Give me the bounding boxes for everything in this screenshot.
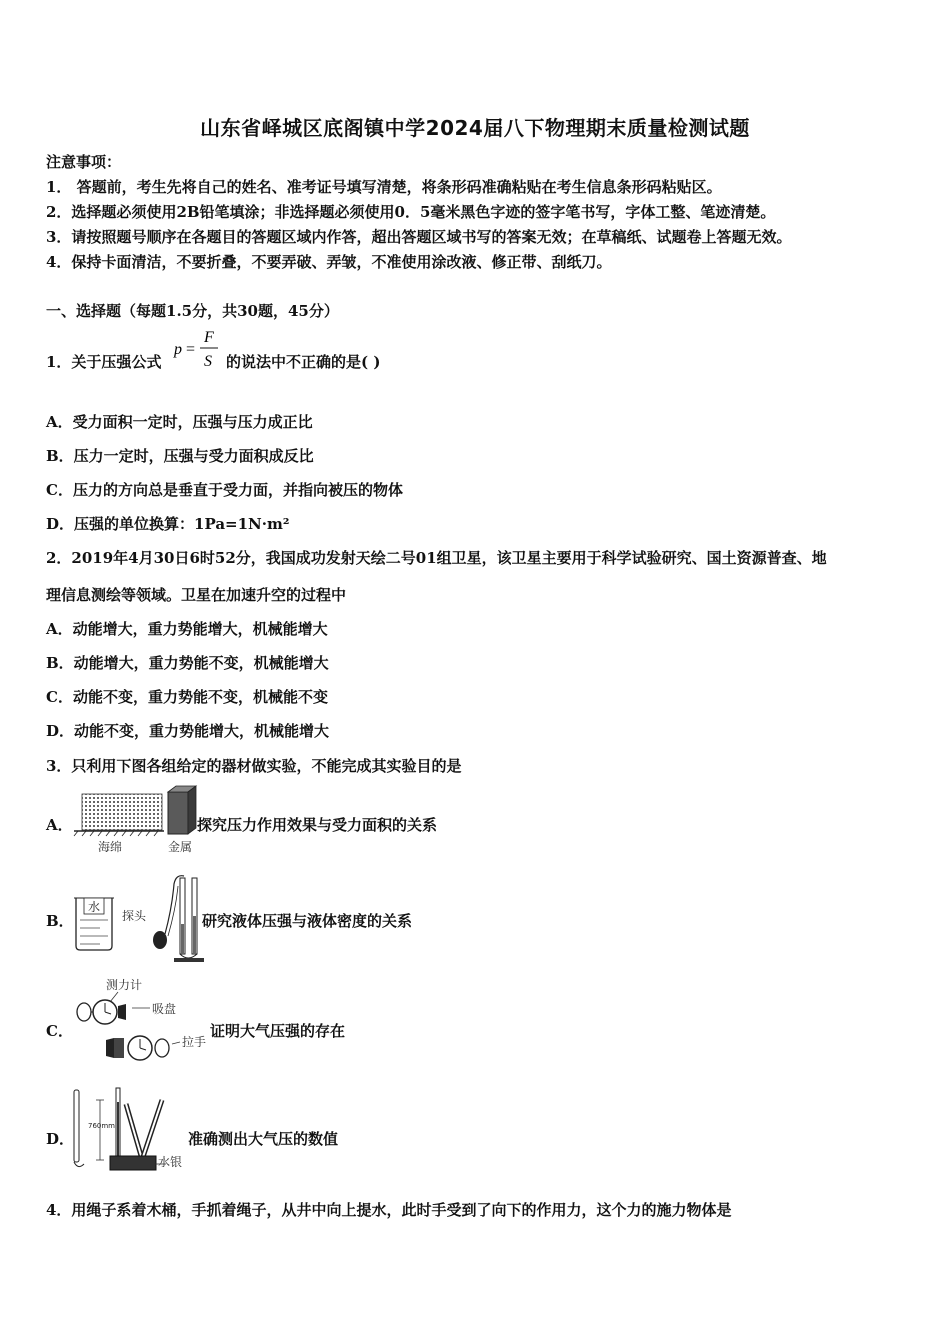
water-label: 水	[88, 900, 101, 914]
notice-item-3: 3．请按照题号顺序在各题目的答题区域内作答，超出答题区域书写的答案无效；在草稿纸、试题卷上答题无效。	[46, 228, 792, 246]
mercury-dish	[110, 1156, 156, 1170]
q3-option-d-caption: 准确测出大气压的数值	[188, 1130, 339, 1148]
probe-label: 探头	[122, 909, 147, 923]
torricelli-figure	[70, 1086, 200, 1174]
q1-option-c: C．压力的方向总是垂直于受力面，并指向被压的物体	[46, 481, 403, 499]
formula-equals: =	[186, 341, 196, 358]
q3-option-c-caption: 证明大气压强的存在	[210, 1022, 346, 1040]
q3-option-a-label: A．	[46, 816, 73, 834]
q1-option-a: A．受力面积一定时，压强与压力成正比	[46, 413, 313, 431]
q3-option-c-label: C．	[46, 1022, 73, 1040]
sponge-block	[82, 794, 162, 830]
beaker-manometer-figure	[70, 868, 205, 964]
notice-heading: 注意事项：	[46, 153, 122, 171]
notice-item-4: 4．保持卡面清洁，不要折叠，不要弄破、弄皱，不准使用涂改液、修正带、刮纸刀。	[46, 253, 612, 271]
tube-left	[74, 1090, 79, 1162]
suction-cup-figure	[72, 976, 217, 1068]
notice-item-2: 2．选择题必须使用2B铅笔填涂；非选择题必须使用0．5毫米黑色字迹的签字笔书写，字体工整、笔迹清楚。	[46, 203, 776, 221]
formula-p: p	[174, 341, 182, 358]
q1-suffix: 的说法中不正确的是( )	[226, 353, 381, 371]
suction-cup-right	[106, 1038, 114, 1058]
dynamometer-label: 测力计	[106, 978, 143, 992]
handle-label: 拉手	[182, 1035, 207, 1049]
q3-option-d-label: D．	[46, 1130, 75, 1148]
q3-stem: 3．只利用下图各组给定的器材做实验，不能完成其实验目的是	[46, 757, 462, 775]
section-heading: 一、选择题（每题1.5分，共30题，45分）	[46, 302, 339, 320]
q3-option-b-label: B．	[46, 912, 74, 930]
q3-option-a-caption: 探究压力作用效果与受力面积的关系	[197, 816, 438, 834]
q1-option-b: B．压力一定时，压强与受力面积成反比	[46, 447, 314, 465]
sponge-label: 海绵	[98, 840, 123, 854]
formula-numerator: F	[204, 329, 214, 346]
q1-option-d: D．压强的单位换算：1Pa=1N·m²	[46, 515, 290, 533]
sponge-metal-figure	[72, 784, 202, 856]
height-label: 760mm	[88, 1122, 115, 1130]
metal-block	[168, 792, 188, 834]
pressure-formula	[172, 326, 224, 372]
q4-stem: 4．用绳子系着木桶，手抓着绳子，从井中向上提水，此时手受到了向下的作用力，这个力的施力物体是	[46, 1201, 732, 1219]
page-title: 山东省峄城区底阁镇中学2024届八下物理期末质量检测试题	[200, 116, 750, 140]
q2-option-b: B．动能增大，重力势能不变，机械能增大	[46, 654, 329, 672]
mercury-label: 水银	[158, 1155, 183, 1169]
q2-stem-line1: 2．2019年4月30日6时52分，我国成功发射天绘二号01组卫星，该卫星主要用于科学试验研究、国土资源普查、地	[46, 549, 827, 567]
q2-stem-line2: 理信息测绘等领域。卫星在加速升空的过程中	[46, 586, 347, 604]
manometer-base	[174, 958, 204, 962]
metal-label: 金属	[168, 840, 193, 854]
notice-item-1: 1． 答题前，考生先将自己的姓名、准考证号填写清楚，将条形码准确粘贴在考生信息条形码粘贴区。	[46, 178, 722, 196]
q3-option-b-caption: 研究液体压强与液体密度的关系	[202, 912, 413, 930]
suction-cup-label: 吸盘	[152, 1002, 177, 1016]
q2-option-d: D．动能不变，重力势能增大，机械能增大	[46, 722, 330, 740]
formula-denominator: S	[204, 353, 212, 370]
q1-prefix: 1．关于压强公式	[46, 353, 162, 371]
q2-option-a: A．动能增大，重力势能增大，机械能增大	[46, 620, 328, 638]
q2-option-c: C．动能不变，重力势能不变，机械能不变	[46, 688, 328, 706]
suction-cup-left	[118, 1004, 126, 1020]
